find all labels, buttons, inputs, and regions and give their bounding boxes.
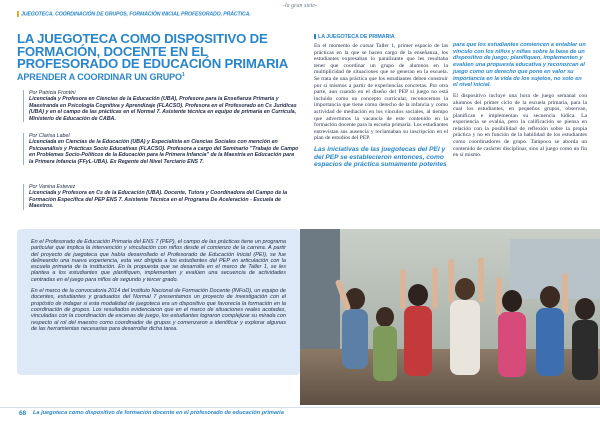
classroom-photo (300, 229, 600, 405)
column-heading (314, 34, 448, 40)
footer-rule (0, 407, 600, 408)
abstract-paragraph: En el Profesorado de Educación Primaria del ENS 7 (PEP), el campo de las prácticas tiene un programa particular que implica la intervención y vinculación con niños desde el comienzo de la carrera. A partir del proyecto de juegoteca que había desarrollado el Profesorado de Educación Inicial (PEI), se fue delineando una nueva experiencia, esta vez dirigida a los estudiantes del PEP en articulación con la escuela primaria de la institución. En la propuesta que se desarrolla en el marco de Taller 1, se les plantea a los estudiantes que planifiquen, implementen y evalúen una secuencia de actividades centradas en el juego para niños de segundo y tercer grado. (31, 239, 286, 283)
right-body-text: El dispositivo incluye una hora de juego semanal con alumnos del primer ciclo de la escuela primaria, para la cual los estudiantes, en pequeños grupos, observan, planifican e implementan su secuencia lúdica. La experiencia se evalúa, pero la calificación se piensa en relación con la posibilidad de reflexión sobre la propia práctica y no en función de la habilidad de los estudiantes como coordinadores de grupo. Tampoco se aborda un contenido de carácter disciplinar, sino al juego como un fin en sí mismo. (453, 92, 587, 159)
page-footer (0, 405, 600, 424)
pull-quote-continued: para que los estudiantes comiencen a entablar un vínculo con los niños y niñas sobre la base de un dispositivo de juego; planifiquen, implementen y evalúen una propuesta educativa y reconozcan al juego como un derecho que pone en valor su importancia en la vida de los sujetos, no solo en el nivel inicial. (453, 42, 586, 89)
author-bio: Licenciada y Profesora en Ciencias de la Educación (UBA), Profesora para la Enseñanza Primaria y Maestranda en Psicología Cognitiva y Aprendizaje (FLACSO). Profesora en el Profesorado en Cs Jurídicas (UBA) y en el campo de las prácticas en el Normal 7. Asistente técnica en equipo de primaria en Currícula, Ministerio de Educación de CABA. (29, 96, 297, 122)
middle-body-text: En el momento de cursar Taller 1, primer espacio de las prácticas en la que se hacen cargo de la enseñanza, los estudiantes expresaban lo paralizante que les resultaba tener que coordinar un grupo de alumnos en la multiplicidad de situaciones que se generan en la escuela. Se trata de una práctica que los estudiantes deben construir por sí mismos a partir de experiencias concretas. Por otra parte, aun cuando en el diseño del PEP sí juego no está incluido como un concepto curricular, reconocemos la importancia que tiene como derecho de la infancia y como actividad de mediación en los vínculos sociales, al tiempo que advertimos la vacancia de este contenido en la formación docente para la escuela primaria. Los estudiantes entrevistan sus ausencia y reclamaban su inscripción en el plan de estudios del PEP. (314, 43, 448, 142)
right-column (453, 42, 587, 159)
middle-column (314, 34, 448, 169)
author-name: Por Vanina Estevez (29, 184, 76, 190)
author-block-1 (29, 90, 299, 122)
article-title: LA JUEGOTECA COMO DISPOSITIVO DE FORMACIÓN, DOCENTE EN EL PROFESORADO DE EDUCACIÓN PRIMARIA (17, 31, 289, 71)
author-divider (23, 90, 24, 122)
section-keywords (17, 11, 251, 17)
abstract-box (17, 229, 300, 375)
abstract-paragraph: En el marco de la convocatoria 2014 del Instituto Nacional de Formación Docente (INFoD), un equipo de docentes, estudiantes y graduados del Normal 7 presentamos un proyecto de investigación con el propósito de indagar si esta modalidad de juegoteca era un dispositivo que favorecía la formación en la coordinación de grupos. Los resultados evidenciaron que en el marco de situaciones reales acotadas, vinculadas con la coordinación de escenas de juego, los estudiantes lograron complejizar su mirada con respecto al rol del maestro como coordinador de grupos y comenzaron a identificar y explorar algunas de las herramientas necesarias para desarrollar dicha tarea. (31, 288, 286, 332)
pull-quote: Las iniciativas de las juegotecas del PEI y del PEP se establecieron entonces, como espacios de práctica sumamente potentes (314, 145, 447, 169)
keyword-marker (17, 11, 19, 17)
author-divider (23, 184, 24, 210)
article-subtitle (17, 72, 185, 82)
author-block-2 (29, 133, 299, 165)
author-name: Por Patricia Frontini (29, 90, 76, 96)
heading-marker (314, 34, 316, 39)
author-block-3 (29, 184, 299, 210)
subtitle-text: APRENDER A COORDINAR UN GRUPO (17, 72, 182, 82)
author-bio: Licenciada en Ciencias de la Educación (UBA) y Especialista en Ciencias Sociales con mención en Psicoanálisis y Prácticas Socio Educativas (FLACSO). Profesora a cargo del Seminario "Trabajo de Campo en Problemas Socio-Políticos de la Educación para la Primera Infancia" de la Maestría en Educación para la Primera Infancia (FFyL-UBA). Ex Regente del Nivel Terciario ENS 7. (29, 139, 299, 165)
footer-title: La juegoteca como dispositivo de formación docente en el profesorado de educación primaria (33, 410, 284, 416)
page-number: 68 (19, 410, 27, 417)
running-head: -la gran siete- (283, 3, 317, 9)
section-keywords-text: JUEGOTECA, COORDINACIÓN DE GRUPOS, FORMACIÓN INICIAL PROFESORADO, PRÁCTICA. (21, 11, 251, 18)
author-name: Por Clarisa Label (29, 133, 70, 139)
subtitle-footnote-mark: 1 (181, 72, 185, 78)
photo-illustration (300, 229, 600, 405)
author-bio: Licenciada y Profesora en Cs de la Educación (UBA). Docente, Tutora y Coordinadora del Campo de la Formación Específica del PEP ENS 7. Asistente Técnica en el Programa De Aceleración - Escuela de Maestros. (29, 190, 288, 210)
column-heading-text: LA JUEGOTECA DE PRIMARIA (318, 34, 395, 40)
author-divider (23, 133, 24, 165)
